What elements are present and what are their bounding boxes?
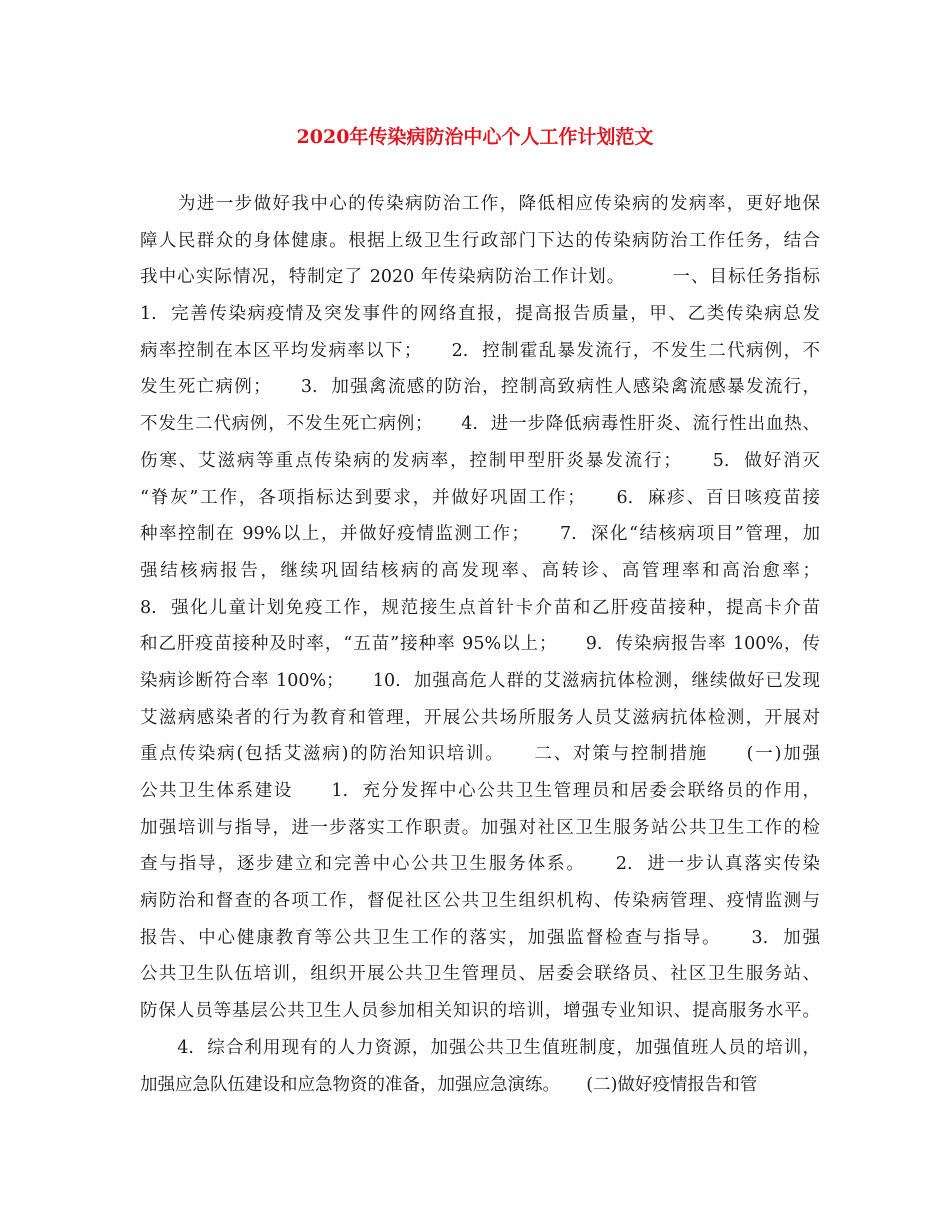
body-line: 障人民群众的身体健康。根据上级卫生行政部门下达的传染病防治工作任务，结合 xyxy=(140,230,820,251)
body-line: 1. 完善传染病疫情及突发事件的网络直报，提高报告质量，甲、乙类传染病总发 xyxy=(140,304,820,325)
body-line: 病率控制在本区平均发病率以下； 2. 控制霍乱暴发流行，不发生二代病例，不 xyxy=(140,340,820,361)
body-line: 4. 综合利用现有的人力资源，加强公共卫生值班制度，加强值班人员的培训， xyxy=(140,1037,820,1058)
body-line: “脊灰”工作，各项指标达到要求，并做好巩固工作； 6. 麻疹、百日咳疫苗接 xyxy=(140,487,820,508)
body-line: 伤寒、艾滋病等重点传染病的发病率，控制甲型肝炎暴发流行； 5. 做好消灭 xyxy=(140,450,820,471)
body-line: 和乙肝疫苗接种及时率，“五苗”接种率 95%以上； 9. 传染病报告率 100%，传 xyxy=(140,634,820,655)
body-line: 病防治和督查的各项工作，督促社区公共卫生组织机构、传染病管理、疫情监测与 xyxy=(140,891,820,912)
body-line: 染病诊断符合率 100%； 10. 加强高危人群的艾滋病抗体检测，继续做好已发现 xyxy=(140,670,820,691)
body-line: 加强应急队伍建设和应急物资的准备，加强应急演练。 (二)做好疫情报告和管 xyxy=(140,1074,758,1095)
body-line: 发生死亡病例； 3. 加强禽流感的防治，控制高致病性人感染禽流感暴发流行， xyxy=(140,377,820,398)
body-line: 公共卫生体系建设 1. 充分发挥中心公共卫生管理员和居委会联络员的作用， xyxy=(140,781,820,801)
body-line: 种率控制在 99%以上，并做好疫情监测工作； 7. 深化“结核病项目”管理，加 xyxy=(140,524,820,545)
body-line: 公共卫生队伍培训，组织开展公共卫生管理员、居委会联络员、社区卫生服务站、 xyxy=(140,964,820,985)
body-line: 强结核病报告，继续巩固结核病的高发现率、高转诊、高管理率和高治愈率； xyxy=(140,560,820,581)
body-line: 我中心实际情况，特制定了 2020 年传染病防治工作计划。 一、目标任务指标 xyxy=(140,267,820,288)
body-line: 不发生二代病例，不发生死亡病例； 4. 进一步降低病毒性肝炎、流行性出血热、 xyxy=(140,414,820,435)
body-line: 8. 强化儿童计划免疫工作，规范接生点首针卡介苗和乙肝疫苗接种，提高卡介苗 xyxy=(140,597,820,618)
body-line: 查与指导，逐步建立和完善中心公共卫生服务体系。 2. 进一步认真落实传染 xyxy=(140,854,820,875)
body-line: 报告、中心健康教育等公共卫生工作的落实，加强监督检查与指导。 3. 加强 xyxy=(140,927,820,948)
body-line: 艾滋病感染者的行为教育和管理，开展公共场所服务人员艾滋病抗体检测，开展对 xyxy=(140,707,820,728)
body-line: 防保人员等基层公共卫生人员参加相关知识的培训，增强专业知识、提高服务水平。 xyxy=(140,1001,820,1022)
body-line: 为进一步做好我中心的传染病防治工作，降低相应传染病的发病率，更好地保 xyxy=(140,194,820,214)
body-line: 重点传染病(包括艾滋病)的防治知识培训。 二、对策与控制措施 (一)加强 xyxy=(140,744,820,765)
body-line: 加强培训与指导，进一步落实工作职责。加强对社区卫生服务站公共卫生工作的检 xyxy=(140,817,820,838)
document-body xyxy=(140,186,820,1103)
document-title: 2020年传染病防治中心个人工作计划范文 xyxy=(296,126,654,148)
